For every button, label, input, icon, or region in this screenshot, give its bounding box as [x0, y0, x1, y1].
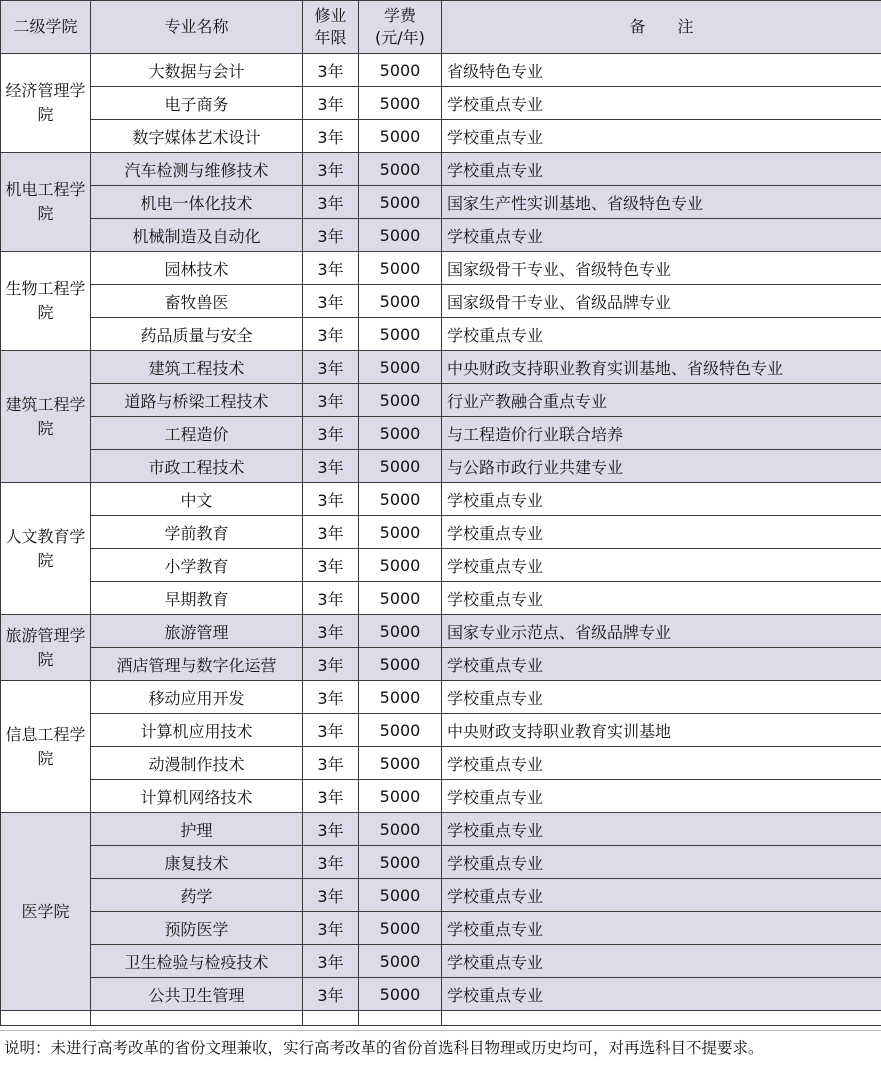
major-cell: 康复技术: [91, 846, 303, 879]
fee-cell: 5000: [359, 483, 442, 516]
fee-cell: 5000: [359, 747, 442, 780]
major-cell: 工程造价: [91, 417, 303, 450]
remark-cell: 学校重点专业: [442, 483, 881, 516]
header-college: 二级学院: [1, 1, 91, 54]
fee-cell: 5000: [359, 417, 442, 450]
major-cell: 移动应用开发: [91, 681, 303, 714]
fee-cell: 5000: [359, 945, 442, 978]
fee-cell: 5000: [359, 681, 442, 714]
college-cell: 建筑工程学院: [1, 351, 91, 483]
header-fee-line1: 学费: [384, 6, 416, 25]
duration-cell: 3年: [303, 252, 359, 285]
duration-cell: 3年: [303, 714, 359, 747]
header-row: [1, 1, 881, 54]
duration-cell: 3年: [303, 450, 359, 483]
fee-cell: 5000: [359, 87, 442, 120]
duration-cell: 3年: [303, 648, 359, 681]
duration-cell: 3年: [303, 615, 359, 648]
duration-cell: 3年: [303, 978, 359, 1011]
table-row: [1, 120, 881, 153]
major-cell: 汽车检测与维修技术: [91, 153, 303, 186]
duration-cell: 3年: [303, 747, 359, 780]
major-cell: 酒店管理与数字化运营: [91, 648, 303, 681]
major-cell: 药品质量与安全: [91, 318, 303, 351]
duration-cell: 3年: [303, 384, 359, 417]
fee-cell: 5000: [359, 450, 442, 483]
header-remark: 备 注: [442, 1, 881, 54]
college-cell: 人文教育学院: [1, 483, 91, 615]
remark-cell: 中央财政支持职业教育实训基地: [442, 714, 881, 747]
fee-cell: 5000: [359, 714, 442, 747]
table-row: [1, 219, 881, 252]
remark-cell: 行业产教融合重点专业: [442, 384, 881, 417]
duration-cell: 3年: [303, 153, 359, 186]
table-row: [1, 582, 881, 615]
table-row: [1, 516, 881, 549]
table-row: [1, 483, 881, 516]
duration-cell: 3年: [303, 285, 359, 318]
duration-cell: 3年: [303, 417, 359, 450]
remark-cell: 中央财政支持职业教育实训基地、省级特色专业: [442, 351, 881, 384]
duration-cell: 3年: [303, 879, 359, 912]
remark-cell: 学校重点专业: [442, 648, 881, 681]
remark-cell: 国家专业示范点、省级品牌专业: [442, 615, 881, 648]
duration-cell: 3年: [303, 516, 359, 549]
remark-cell: 学校重点专业: [442, 153, 881, 186]
remark-cell: 学校重点专业: [442, 87, 881, 120]
remark-cell: 与工程造价行业联合培养: [442, 417, 881, 450]
remark-cell: 学校重点专业: [442, 549, 881, 582]
remark-cell: 学校重点专业: [442, 318, 881, 351]
table-row: [1, 384, 881, 417]
remark-cell: 学校重点专业: [442, 120, 881, 153]
major-cell: 计算机网络技术: [91, 780, 303, 813]
major-cell: 电子商务: [91, 87, 303, 120]
major-cell: 机械制造及自动化: [91, 219, 303, 252]
fee-cell: 5000: [359, 153, 442, 186]
major-cell: 学前教育: [91, 516, 303, 549]
spacer-cell: [303, 1011, 359, 1026]
table-row: [1, 450, 881, 483]
duration-cell: 3年: [303, 912, 359, 945]
major-cell: 园林技术: [91, 252, 303, 285]
table-row: [1, 186, 881, 219]
table-row: [1, 648, 881, 681]
major-cell: 护理: [91, 813, 303, 846]
remark-cell: 学校重点专业: [442, 681, 881, 714]
table-row: [1, 747, 881, 780]
duration-cell: 3年: [303, 780, 359, 813]
table-row: [1, 351, 881, 384]
fee-cell: 5000: [359, 879, 442, 912]
table-row: [1, 417, 881, 450]
fee-cell: 5000: [359, 120, 442, 153]
fee-cell: 5000: [359, 648, 442, 681]
fee-cell: 5000: [359, 219, 442, 252]
fee-cell: 5000: [359, 780, 442, 813]
major-cell: 公共卫生管理: [91, 978, 303, 1011]
remark-cell: 国家生产性实训基地、省级特色专业: [442, 186, 881, 219]
college-cell: 信息工程学院: [1, 681, 91, 813]
table-row: [1, 681, 881, 714]
table-row: [1, 252, 881, 285]
spacer-cell: [1, 1011, 91, 1026]
college-cell: 生物工程学院: [1, 252, 91, 351]
remark-cell: 国家级骨干专业、省级品牌专业: [442, 285, 881, 318]
table-row: [1, 549, 881, 582]
major-cell: 数字媒体艺术设计: [91, 120, 303, 153]
remark-cell: 学校重点专业: [442, 516, 881, 549]
table-row: [1, 714, 881, 747]
remark-cell: 省级特色专业: [442, 54, 881, 87]
header-major: 专业名称: [91, 1, 303, 54]
remark-cell: 学校重点专业: [442, 219, 881, 252]
duration-cell: 3年: [303, 318, 359, 351]
duration-cell: 3年: [303, 186, 359, 219]
duration-cell: 3年: [303, 846, 359, 879]
remark-cell: 学校重点专业: [442, 747, 881, 780]
remark-cell: 学校重点专业: [442, 813, 881, 846]
fee-cell: 5000: [359, 285, 442, 318]
fee-cell: 5000: [359, 186, 442, 219]
duration-cell: 3年: [303, 87, 359, 120]
remark-cell: 学校重点专业: [442, 978, 881, 1011]
header-fee-line2: (元/年): [375, 28, 425, 47]
major-cell: 建筑工程技术: [91, 351, 303, 384]
remark-cell: 国家级骨干专业、省级特色专业: [442, 252, 881, 285]
fee-cell: 5000: [359, 912, 442, 945]
table-row: [1, 285, 881, 318]
fee-cell: 5000: [359, 351, 442, 384]
fee-cell: 5000: [359, 978, 442, 1011]
fee-cell: 5000: [359, 846, 442, 879]
duration-cell: 3年: [303, 681, 359, 714]
major-cell: 畜牧兽医: [91, 285, 303, 318]
duration-cell: 3年: [303, 120, 359, 153]
college-cell: 医学院: [1, 813, 91, 1011]
duration-cell: 3年: [303, 483, 359, 516]
footer-note: 说明：未进行高考改革的省份文理兼收，实行高考改革的省份首选科目物理或历史均可，对再选科目不提要求。: [0, 1030, 881, 1065]
duration-cell: 3年: [303, 813, 359, 846]
duration-cell: 3年: [303, 351, 359, 384]
fee-cell: 5000: [359, 615, 442, 648]
major-cell: 机电一体化技术: [91, 186, 303, 219]
major-cell: 早期教育: [91, 582, 303, 615]
remark-cell: 学校重点专业: [442, 846, 881, 879]
fee-cell: 5000: [359, 549, 442, 582]
table-row: [1, 945, 881, 978]
college-cell: 经济管理学院: [1, 54, 91, 153]
major-cell: 旅游管理: [91, 615, 303, 648]
table-row: [1, 912, 881, 945]
major-cell: 药学: [91, 879, 303, 912]
fee-cell: 5000: [359, 516, 442, 549]
major-cell: 市政工程技术: [91, 450, 303, 483]
fee-cell: 5000: [359, 54, 442, 87]
header-fee: [359, 1, 442, 54]
table-row: [1, 54, 881, 87]
fee-cell: 5000: [359, 318, 442, 351]
major-cell: 卫生检验与检疫技术: [91, 945, 303, 978]
spacer-cell: [91, 1011, 303, 1026]
remark-cell: 学校重点专业: [442, 582, 881, 615]
fee-cell: 5000: [359, 384, 442, 417]
major-cell: 中文: [91, 483, 303, 516]
major-cell: 动漫制作技术: [91, 747, 303, 780]
major-cell: 小学教育: [91, 549, 303, 582]
fee-cell: 5000: [359, 582, 442, 615]
college-cell: 旅游管理学院: [1, 615, 91, 681]
college-cell: 机电工程学院: [1, 153, 91, 252]
table-row: [1, 879, 881, 912]
header-duration: [303, 1, 359, 54]
duration-cell: 3年: [303, 549, 359, 582]
table-row: [1, 318, 881, 351]
major-cell: 道路与桥梁工程技术: [91, 384, 303, 417]
header-duration-line2: 年限: [314, 28, 346, 47]
table-row: [1, 813, 881, 846]
major-cell: 大数据与会计: [91, 54, 303, 87]
table-row: [1, 978, 881, 1011]
duration-cell: 3年: [303, 219, 359, 252]
duration-cell: 3年: [303, 582, 359, 615]
table-row: [1, 153, 881, 186]
table-row: [1, 846, 881, 879]
spacer-cell: [359, 1011, 442, 1026]
fee-cell: 5000: [359, 813, 442, 846]
duration-cell: 3年: [303, 945, 359, 978]
spacer-cell: [442, 1011, 881, 1026]
header-duration-line1: 修业: [314, 6, 346, 25]
major-cell: 计算机应用技术: [91, 714, 303, 747]
duration-cell: 3年: [303, 54, 359, 87]
remark-cell: 学校重点专业: [442, 780, 881, 813]
fee-cell: 5000: [359, 252, 442, 285]
remark-cell: 学校重点专业: [442, 912, 881, 945]
table-row: [1, 615, 881, 648]
remark-cell: 学校重点专业: [442, 945, 881, 978]
major-cell: 预防医学: [91, 912, 303, 945]
spacer-row: [1, 1011, 881, 1026]
remark-cell: 与公路市政行业共建专业: [442, 450, 881, 483]
table-body: [1, 54, 881, 1026]
remark-cell: 学校重点专业: [442, 879, 881, 912]
table-row: [1, 87, 881, 120]
table-row: [1, 780, 881, 813]
